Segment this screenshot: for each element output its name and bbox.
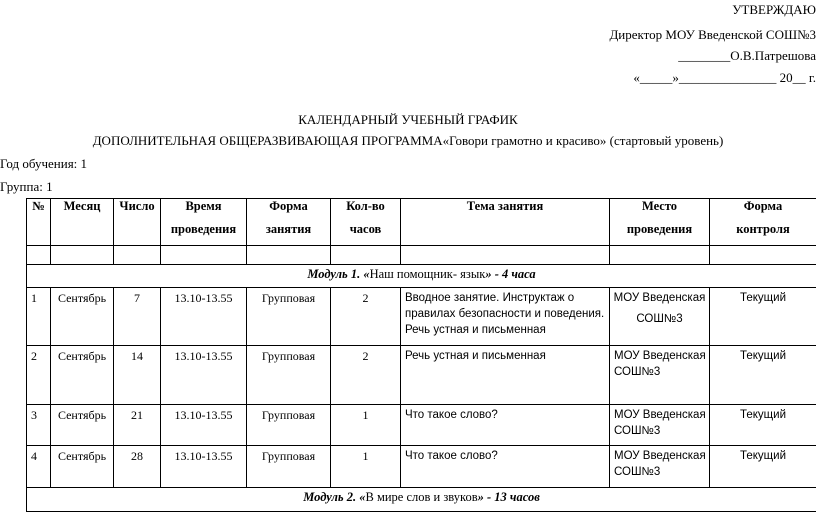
doc-subtitle: ДОПОЛНИТЕЛЬНАЯ ОБЩЕРАЗВИВАЮЩАЯ ПРОГРАММА«Говори грамотно и красиво» (стартовый уровень): [92, 133, 724, 148]
col-header-time: Время проведения: [161, 199, 247, 246]
row-hours: 1: [331, 446, 401, 488]
col-header-day: Число: [114, 199, 161, 246]
row-month: Сентябрь: [51, 346, 114, 405]
col-header-num: №: [27, 199, 51, 246]
row-month: Сентябрь: [51, 288, 114, 346]
row-month: Сентябрь: [51, 405, 114, 446]
row-place: МОУ Введенская СОШ№3: [610, 346, 710, 405]
study-year: Год обучения: 1: [0, 156, 88, 171]
row-control: Текущий: [710, 288, 816, 346]
row-hours: 1: [331, 405, 401, 446]
doc-title: КАЛЕНДАРНЫЙ УЧЕБНЫЙ ГРАФИК: [298, 112, 518, 127]
row-num: 4: [27, 446, 51, 488]
approval-title: УТВЕРЖДАЮ: [732, 2, 816, 17]
row-form: Групповая: [247, 446, 331, 488]
table-row: [27, 446, 816, 488]
row-day: 21: [114, 405, 161, 446]
row-place: МОУ Введенская СОШ№3: [610, 288, 710, 346]
row-time: 13.10-13.55: [161, 446, 247, 488]
empty-row: [27, 246, 816, 265]
row-num: 1: [27, 288, 51, 346]
row-day: 7: [114, 288, 161, 346]
row-control: Текущий: [710, 405, 816, 446]
row-form: Групповая: [247, 288, 331, 346]
row-topic: Вводное занятие. Инструктаж о правилах безопасности и поведения. Речь устная и письменная: [401, 288, 610, 346]
row-month: Сентябрь: [51, 446, 114, 488]
row-time: 13.10-13.55: [161, 288, 247, 346]
row-place: МОУ Введенская СОШ№3: [610, 405, 710, 446]
row-hours: 2: [331, 346, 401, 405]
approval-date: «_____»_______________ 20__ г.: [633, 70, 816, 85]
col-header-form: Форма занятия: [247, 199, 331, 246]
row-topic: Что такое слово?: [401, 405, 610, 446]
row-day: 14: [114, 346, 161, 405]
row-hours: 2: [331, 288, 401, 346]
group: Группа: 1: [0, 179, 53, 194]
col-header-topic: Тема занятия: [401, 199, 610, 246]
row-day: 28: [114, 446, 161, 488]
header-row: [27, 199, 816, 246]
col-header-place: Место проведения: [610, 199, 710, 246]
row-time: 13.10-13.55: [161, 346, 247, 405]
module-1-title: Модуль 1. «Наш помощник- язык» - 4 часа: [27, 265, 816, 288]
col-header-month: Месяц: [51, 199, 114, 246]
row-topic: Что такое слово?: [401, 446, 610, 488]
table-row: [27, 405, 816, 446]
module-row: [27, 488, 816, 512]
row-num: 3: [27, 405, 51, 446]
row-num: 2: [27, 346, 51, 405]
approval-position: Директор МОУ Введенской СОШ№3: [609, 27, 816, 42]
row-control: Текущий: [710, 446, 816, 488]
row-form: Групповая: [247, 346, 331, 405]
row-time: 13.10-13.55: [161, 405, 247, 446]
table-row: [27, 288, 816, 346]
module-2-title: Модуль 2. «В мире слов и звуков» - 13 часов: [27, 488, 816, 512]
table-row: [27, 346, 816, 405]
col-header-hours: Кол-во часов: [331, 199, 401, 246]
row-control: Текущий: [710, 346, 816, 405]
row-form: Групповая: [247, 405, 331, 446]
schedule-table: [26, 198, 816, 512]
col-header-control: Форма контроля: [710, 199, 816, 246]
row-place: МОУ Введенская СОШ№3: [610, 446, 710, 488]
module-row: [27, 265, 816, 288]
approval-signature: ________О.В.Патрешова: [678, 48, 816, 63]
row-topic: Речь устная и письменная: [401, 346, 610, 405]
